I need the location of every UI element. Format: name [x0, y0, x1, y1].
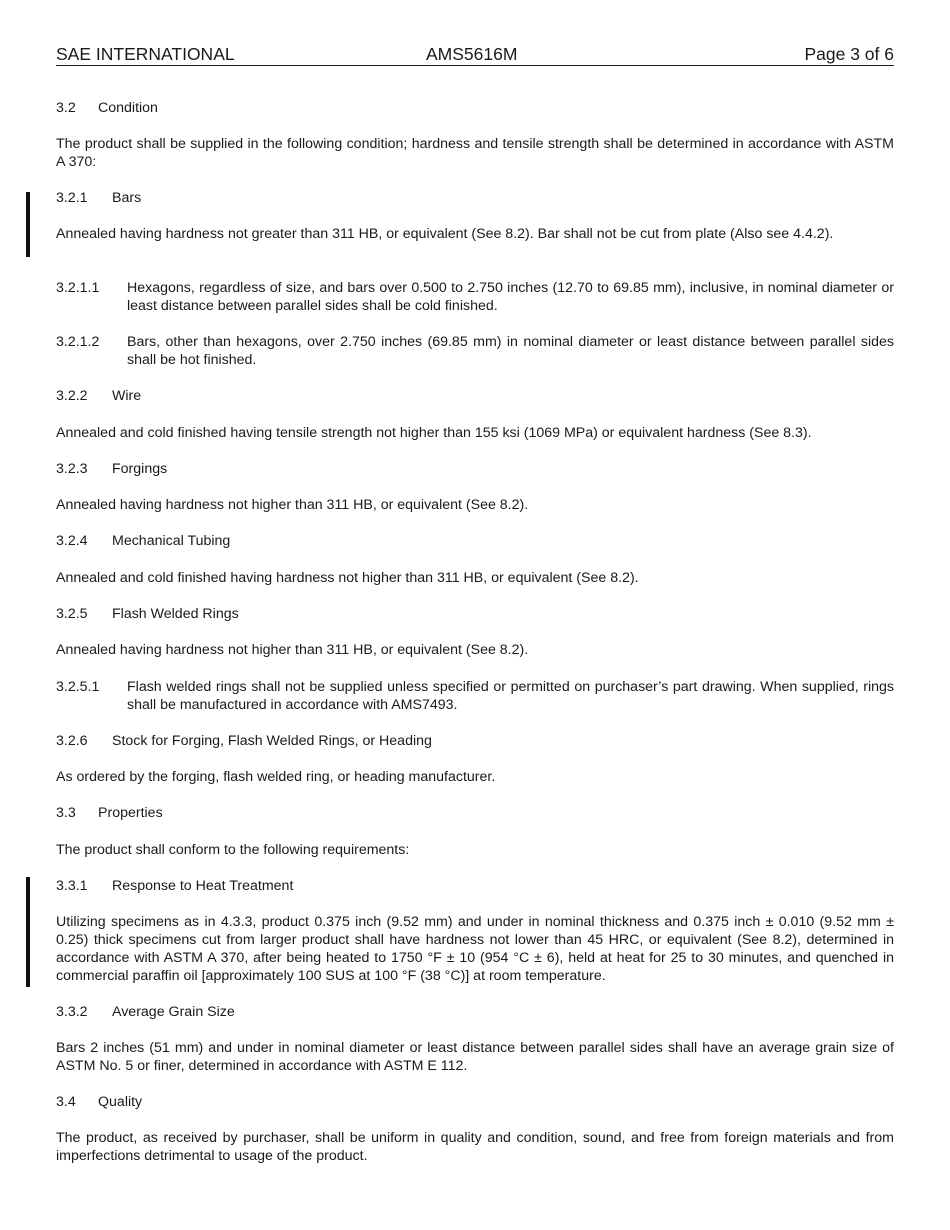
header-organization: SAE INTERNATIONAL [56, 44, 235, 64]
section-number: 3.2.6 [56, 733, 88, 749]
section-number: 3.2.3 [56, 461, 88, 477]
section-heading-3-2-4 [56, 532, 894, 550]
section-body-3-2-4: Annealed and cold finished having hardness not higher than 311 HB, or equivalent (See 8.2). [56, 570, 639, 586]
section-title: Quality [98, 1094, 143, 1110]
section-heading-3-3-2 [56, 1003, 894, 1021]
section-body-3-2-6: As ordered by the forging, flash welded ring, or heading manufacturer. [56, 769, 496, 785]
section-number: 3.4 [56, 1094, 76, 1110]
section-heading-3-2-3 [56, 460, 894, 478]
section-number: 3.2.4 [56, 533, 88, 549]
section-title: Flash Welded Rings [112, 606, 239, 622]
revision-bar [26, 877, 30, 987]
section-heading-3-2 [56, 99, 894, 117]
section-number: 3.2.2 [56, 388, 88, 404]
section-number: 3.3.1 [56, 878, 88, 894]
section-heading-3-2-6 [56, 732, 894, 750]
section-title: Mechanical Tubing [112, 533, 231, 549]
section-body-3-2: The product shall be supplied in the following condition; hardness and tensile strength shall be determined in accordance with ASTM A 370: [56, 136, 894, 170]
section-heading-3-2-1 [56, 189, 894, 207]
section-body-3-2-2: Annealed and cold finished having tensile strength not higher than 155 ksi (1069 MPa) or equivalent hardness (See 8.3). [56, 425, 812, 441]
header-page-number: Page 3 of 6 [804, 44, 894, 64]
section-title: Bars [112, 190, 142, 206]
revision-bar [26, 192, 30, 257]
section-body-3-3: The product shall conform to the following requirements: [56, 842, 410, 858]
section-heading-3-3 [56, 804, 894, 822]
section-body-3-3-2: Bars 2 inches (51 mm) and under in nominal diameter or least distance between parallel sides shall have an average grain size of ASTM No. 5 or finer, determined in accordance with ASTM E 112. [56, 1040, 894, 1074]
section-heading-3-2-5 [56, 605, 894, 623]
section-title: Stock for Forging, Flash Welded Rings, or Heading [112, 733, 432, 749]
subsection-body-3-2-1-1: Hexagons, regardless of size, and bars over 0.500 to 2.750 inches (12.70 to 69.85 mm), inclusive, in nominal diameter or least distance between parallel sides shall be cold finished. [127, 280, 894, 314]
section-body-3-2-5: Annealed having hardness not higher than 311 HB, or equivalent (See 8.2). [56, 642, 529, 658]
section-body-3-2-3: Annealed having hardness not higher than 311 HB, or equivalent (See 8.2). [56, 497, 529, 513]
header-document-number: AMS5616M [426, 44, 518, 64]
section-heading-3-4 [56, 1093, 894, 1111]
section-number: 3.2.1 [56, 190, 88, 206]
section-title: Forgings [112, 461, 168, 477]
section-title: Response to Heat Treatment [112, 878, 294, 894]
section-title: Condition [98, 100, 158, 116]
section-heading-3-3-1 [56, 877, 894, 895]
subsection-body-3-2-1-2: Bars, other than hexagons, over 2.750 inches (69.85 mm) in nominal diameter or least distance between parallel sides shall be hot finished. [127, 334, 894, 368]
section-body-3-3-1: Utilizing specimens as in 4.3.3, product 0.375 inch (9.52 mm) and under in nominal thickness and 0.375 inch ± 0.010 (9.52 mm ± 0.25) thick specimens cut from larger product shall have hardness not lower than 45 HRC, or equivalent (See 8.2), determined in accordance with ASTM A 370, after being heated to 1750 °F ± 10 (954 °C ± 6), held at heat for 25 to 30 minutes, and quenched in commercial paraffin oil [approximately 100 SUS at 100 °F (38 °C)] at room temperature. [56, 914, 894, 984]
section-body-3-4: The product, as received by purchaser, shall be uniform in quality and condition, sound, and free from foreign materials and from imperfections detrimental to usage of the product. [56, 1130, 894, 1164]
section-number: 3.2.5 [56, 606, 88, 622]
subsection-number-3-2-5-1: 3.2.5.1 [56, 679, 100, 695]
page-header [56, 43, 894, 66]
section-number: 3.3 [56, 805, 76, 821]
subsection-number-3-2-1-2: 3.2.1.2 [56, 334, 100, 350]
section-title: Wire [112, 388, 142, 404]
section-number: 3.2 [56, 100, 76, 116]
section-title: Properties [98, 805, 163, 821]
section-body-3-2-1: Annealed having hardness not greater than 311 HB, or equivalent (See 8.2). Bar shall not be cut from plate (Also see 4.4.2). [56, 226, 834, 242]
section-title: Average Grain Size [112, 1004, 235, 1020]
subsection-body-3-2-5-1: Flash welded rings shall not be supplied unless specified or permitted on purchaser’s part drawing. When supplied, rings shall be manufactured in accordance with AMS7493. [127, 679, 894, 713]
section-number: 3.3.2 [56, 1004, 88, 1020]
subsection-number-3-2-1-1: 3.2.1.1 [56, 280, 100, 296]
section-heading-3-2-2 [56, 387, 894, 405]
